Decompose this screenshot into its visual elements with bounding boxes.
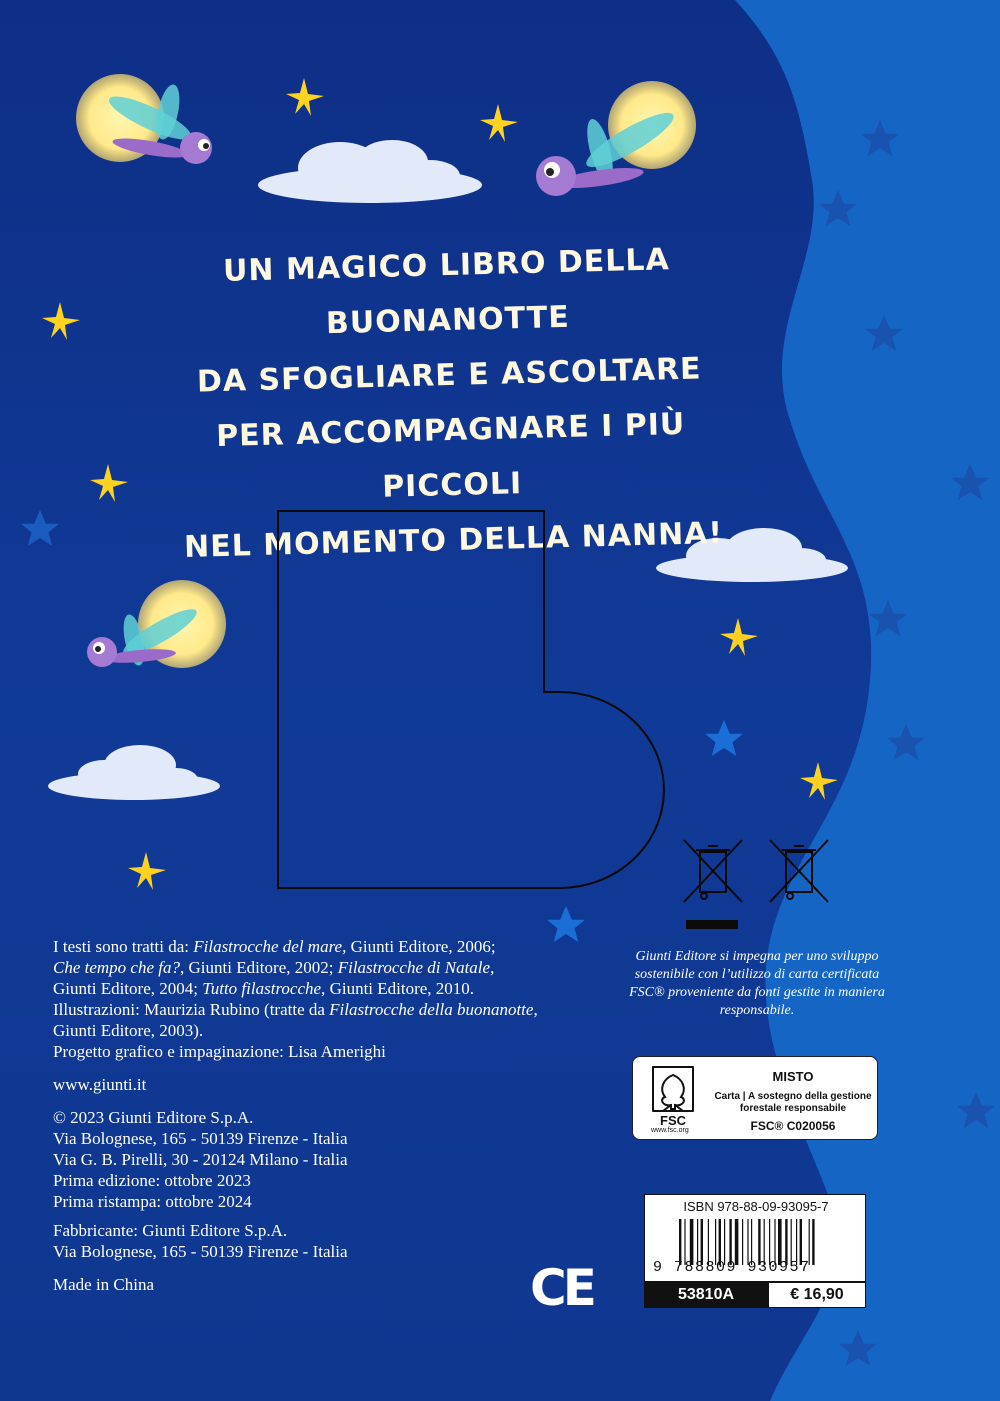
disposal-icons — [680, 836, 840, 932]
edition-line: Prima edizione: ottobre 2023 — [53, 1171, 251, 1190]
credits-line: I testi sono tratti da: Filastrocche del mare, Giunti Editore, 2006; — [53, 937, 496, 956]
barcode-panel — [644, 1194, 866, 1282]
credits-line: Che tempo che fa?, Giunti Editore, 2002; Filastrocche di Natale, — [53, 958, 495, 977]
fsc-url: www.fsc.org — [651, 1127, 689, 1134]
credits-line: Giunti Editore, 2004; Tutto filastrocche, Giunti Editore, 2010. — [53, 979, 475, 998]
fsc-title: MISTO — [772, 1069, 814, 1084]
headline-line: NEL MOMENTO DELLA NANNA! — [183, 515, 724, 566]
product-code: 53810A — [644, 1282, 768, 1308]
headline-line: PER ACCOMPAGNARE I PIÙ PICCOLI — [215, 406, 686, 505]
credits-line: Progetto grafico e impaginazione: Lisa Amerighi — [53, 1042, 386, 1061]
headline-line: DA SFOGLIARE E ASCOLTARE — [196, 351, 702, 400]
crossed-bin-icon — [770, 840, 828, 902]
manufacturer-address: Via Bolognese, 165 - 50139 Firenze - Italia — [53, 1242, 348, 1261]
address-line: Via G. B. Pirelli, 30 - 20124 Milano - Italia — [53, 1150, 348, 1169]
barcode-box — [644, 1194, 866, 1310]
address-line: Via Bolognese, 165 - 50139 Firenze - Italia — [53, 1129, 348, 1148]
fsc-label — [632, 1056, 878, 1140]
manufacturer: Fabbricante: Giunti Editore S.p.A. — [53, 1221, 288, 1240]
reprint-line: Prima ristampa: ottobre 2024 — [53, 1192, 252, 1211]
credits-line: Giunti Editore, 2003). — [53, 1021, 204, 1040]
ce-mark: CE — [530, 1259, 593, 1317]
copyright: © 2023 Giunti Editore S.p.A. — [53, 1108, 254, 1127]
website-link[interactable]: www.giunti.it — [53, 1075, 147, 1094]
credits-block — [53, 936, 593, 1295]
headline-line: UN MAGICO LIBRO DELLA BUONANOTTE — [222, 242, 671, 342]
crossed-bin-icon — [684, 840, 742, 902]
fsc-tree-icon — [643, 1063, 703, 1137]
price: € 16,90 — [768, 1282, 866, 1308]
credits-line: Illustrazioni: Maurizia Rubino (tratte da Filastrocche della buonanotte, — [53, 1000, 538, 1019]
fsc-code: FSC® C020056 — [750, 1119, 836, 1133]
origin: Made in China — [53, 1275, 155, 1294]
eco-statement: Giunti Editore si impegna per uno sviluppo sostenibile con l’utilizzo di carta certificata FSC® proveniente da fonti gestite in maniera responsabile. — [629, 949, 885, 1018]
ean-number: 9 788809 930957 — [653, 1259, 811, 1276]
fsc-mark: FSC — [660, 1113, 686, 1128]
fsc-description: Carta | A sostegno della gestione forestale responsabile — [714, 1091, 872, 1114]
isbn: ISBN 978-88-09-93095-7 — [683, 1199, 829, 1214]
